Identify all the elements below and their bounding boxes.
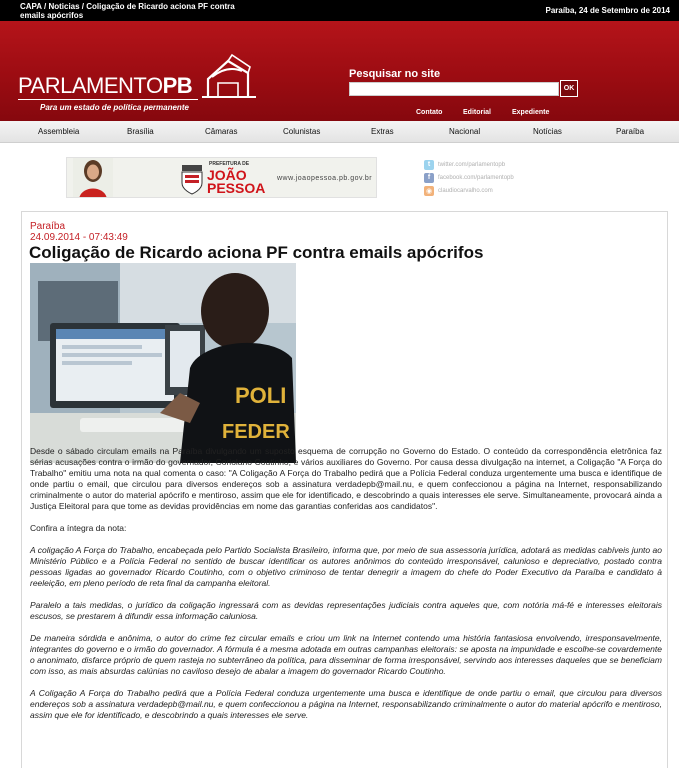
facebook-icon: f [424,173,434,183]
photo-vest-text-2: FEDER [222,421,290,443]
city-crest-icon [180,163,204,195]
congress-building-icon [198,53,260,103]
nav-item-noticias[interactable]: Notícias [533,127,562,136]
facebook-link[interactable] [424,171,584,184]
top-bar [0,0,679,21]
nav-item-assembleia[interactable]: Assembleia [38,127,80,136]
facebook-label: facebook.com/parlamentopb [438,174,514,181]
banner-prefeitura-text: PREFEITURA DE [209,161,250,167]
main-nav [0,121,679,143]
presenter-photo [73,158,113,198]
article-paragraph: Paralelo a tais medidas, o jurídico da coligação ingressará com as devidas representações judiciais contra aqueles que, com notória má-fé e interesses eleitorais escusos, se prestarem à difundir essa informação caluniosa. [30,600,662,621]
search-input[interactable] [349,82,559,96]
article-title: Coligação de Ricardo aciona PF contra emails apócrifos [29,243,484,262]
article-timestamp: 24.09.2014 - 07:43:49 [30,232,128,243]
nav-item-colunistas[interactable]: Colunistas [283,127,321,136]
editorial-link[interactable]: Editorial [463,109,492,116]
nav-item-extras[interactable]: Extras [371,127,394,136]
current-date: Paraíba, 24 de Setembro de 2014 [545,6,670,15]
breadcrumb-capa-link[interactable]: CAPA [20,2,42,11]
twitter-label: twitter.com/parlamentopb [438,161,506,168]
social-links [424,158,584,197]
article-photo [30,263,296,463]
twitter-link[interactable] [424,158,584,171]
blog-link[interactable] [424,184,584,197]
logo-name-a: PARLAMENTO [18,73,163,98]
article-body [30,446,662,732]
logo-name-b: PB [162,73,193,98]
nav-item-camaras[interactable]: Câmaras [205,127,238,136]
logo-wordmark [18,73,192,99]
article-paragraph: Desde o sábado circulam emails na Paraíba divulgando um suposto esquema de corrupção no Governo do Estado. O conteúdo da correspondência eletrônica faz sérias acusações contra o irmão do governador, Coriolano Coutinho, e vários auxiliares do Governo. Por causa dessa divulgação na internet, a Coligação "A Força do Trabalho" emitiu uma nota na qual comenta o caso: "A Coligação A Força do Trabalho pedirá que a Polícia Federal conduza urgentemente uma busca e identifique de onde partiu o email, que circulou para diversos endereços sob a assinatura verdadepb@mail.nu, e quem confeccionou a página na Internet, responsabilizando criminalmente o autor do material apócrifo e mentiroso, assim que ele for identificado, e descobrindo a quais interesses ele serve. Simultaneamente, provocará ainda a Justiça Eleitoral para que tome as devidas providências em nome das garantias conferidas aos candidatos". [30,446,662,511]
photo-vest-text-1: POLI [235,383,287,408]
breadcrumb-noticias-link[interactable]: Noticias [48,2,80,11]
banner-url: www.joaopessoa.pb.gov.br [277,175,373,182]
banner-brand-line2: PESSOA [207,180,266,196]
article-category[interactable]: Paraíba [30,221,66,232]
blog-label: claudiocarvalho.com [438,187,493,194]
nav-item-brasilia[interactable]: Brasília [127,127,154,136]
article-paragraph: A Coligação A Força do Trabalho pedirá que a Polícia Federal conduza urgentemente uma busca e identifique de onde partiu o email, que circulou para diversos endereços sob a assinatura verdadepb@mail.nu, e quem confeccionou a página na Internet, responsabilizando criminalmente o autor do material apócrifo e mentiroso, assim que ele for identificado, e descobrindo a quais interesses ele serve. [30,688,662,720]
article-paragraph: De maneira sórdida e anônima, o autor do crime fez circular emails e criou um link na Internet contendo uma história fantasiosa envolvendo, irresponsavelmente, integrantes do governo e o irmão do governador. A fórmula é a mesma adotada em outras campanhas eleitorais: se aposta na impunidade e escolhe-se covardemente o anonimato, disfarce próprio de quem rasteja no subterrâneo da política, para disseminar de forma irresponsável, servindo aos interesses daqueles que se beneficiam com isso, as mais absurdas calúnias no caviloso desejo de abalar a imagem do governador Ricardo Coutinho. [30,633,662,676]
article-box [21,211,668,768]
rss-icon: ◉ [425,187,433,195]
logo-tagline: Para um estado de política permanente [40,103,189,112]
breadcrumb-current: Coligação de Ricardo aciona PF contra emails apócrifos [20,2,235,20]
expediente-link[interactable]: Expediente [512,109,550,116]
search-label: Pesquisar no site [349,68,441,80]
ad-banner[interactable] [66,157,377,198]
nav-item-paraiba[interactable]: Paraíba [616,127,645,136]
article-paragraph: Confira a íntegra da nota: [30,523,127,533]
logo-underline [18,99,198,100]
breadcrumb: CAPA / Noticias / Coligação de Ricardo aciona PF contra emails apócrifos [20,2,235,20]
contato-link[interactable]: Contato [416,109,443,116]
nav-item-nacional[interactable]: Nacional [449,127,481,136]
article-paragraph: A coligação A Força do Trabalho, encabeçada pelo Partido Socialista Brasileiro, informa que, por meio de sua assessoria jurídica, adotará as medidas cabíveis junto ao Ministério Público e a Polícia Federal no sentido de buscar identificar os autores anônimos do conteúdo irresponsável, calunioso e depreciativo, postado contra pessoas ligadas ao governador Ricardo Coutinho, com o objetivo criminoso de tentar denegrir a imagem do chefe do Poder Executivo da Paraíba e candidato à reeleição, em pleno período de reta final da campanha eleitoral. [30,545,662,588]
banner-brand [207,169,265,195]
twitter-icon: t [424,160,434,170]
search-button[interactable]: OK [560,80,578,97]
banner-brand-line1: JOÃO [207,167,247,183]
site-header [0,21,679,121]
